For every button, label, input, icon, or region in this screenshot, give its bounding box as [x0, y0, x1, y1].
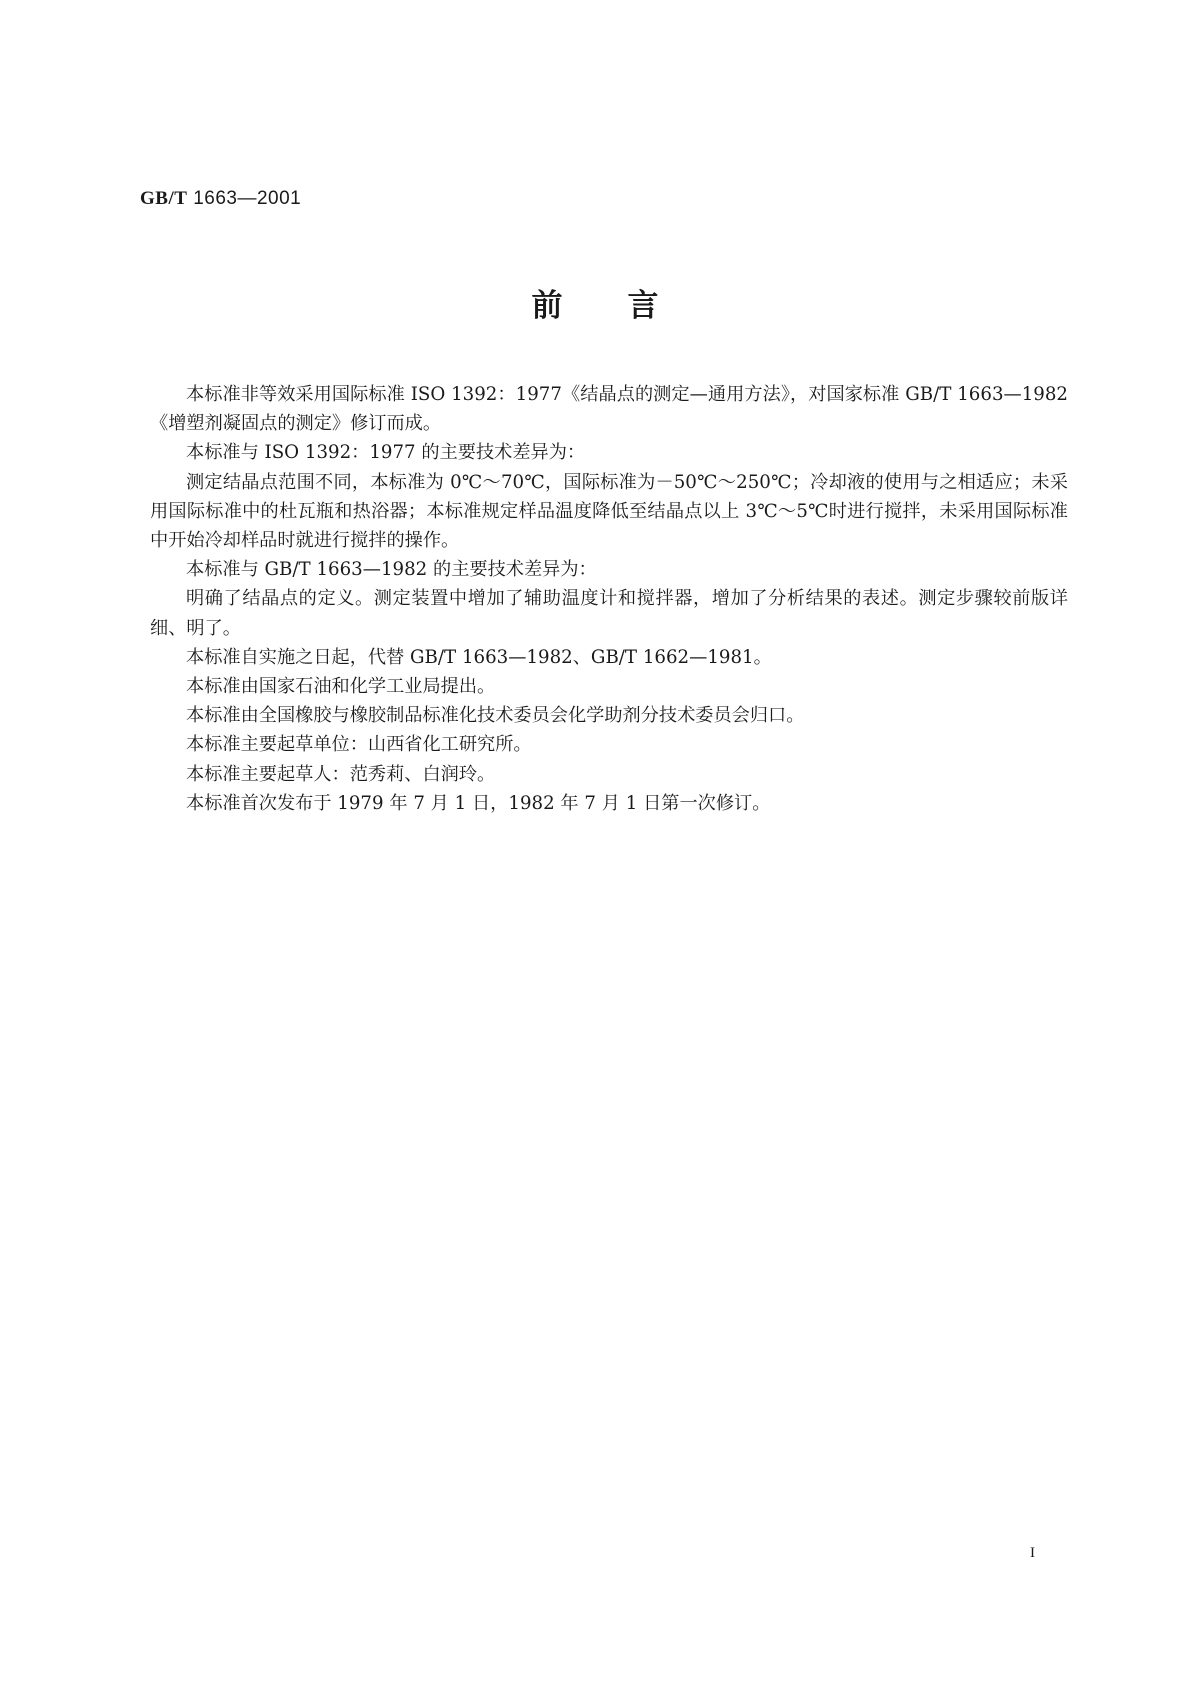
paragraph: 本标准首次发布于 1979 年 7 月 1 日，1982 年 7 月 1 日第一次修订。: [186, 792, 771, 814]
paragraph: 测定结晶点范围不同，本标准为 0℃～70℃，国际标准为－50℃～250℃；冷却液的使用与之相适应；未采用国际标准中的杜瓦瓶和热浴器；本标准规定样品温度降低至结晶点以上 3℃～5℃时进行搅拌，未采用国际标准中开始冷却样品时就进行搅拌的操作。: [150, 471, 1068, 552]
page-number: I: [1030, 1545, 1035, 1561]
paragraph: 本标准自实施之日起，代替 GB/T 1663—1982、GB/T 1662—1981。: [186, 646, 772, 668]
paragraph: 本标准主要起草单位：山西省化工研究所。: [186, 734, 532, 756]
foreword-body: [150, 380, 1068, 818]
paragraph: 本标准由全国橡胶与橡胶制品标准化技术委员会化学助剂分技术委员会归口。: [186, 705, 805, 727]
paragraph: 明确了结晶点的定义。测定装置中增加了辅助温度计和搅拌器，增加了分析结果的表述。测定步骤较前版详细、明了。: [150, 588, 1068, 639]
paragraph: 本标准由国家石油和化学工业局提出。: [186, 676, 496, 698]
standard-code-number: 1663—2001: [193, 188, 302, 209]
paragraph: 本标准与 GB/T 1663—1982 的主要技术差异为：: [186, 559, 597, 581]
standard-code-prefix: GB/T: [140, 188, 188, 209]
standard-code-header: [140, 188, 301, 210]
paragraph: 本标准与 ISO 1392：1977 的主要技术差异为：: [186, 442, 586, 464]
title-char-2: 言: [627, 288, 660, 324]
title-char-1: 前: [531, 288, 564, 324]
page-title: [0, 280, 1191, 325]
paragraph: 本标准主要起草人：范秀莉、白润玲。: [186, 763, 496, 785]
paragraph: 本标准非等效采用国际标准 ISO 1392：1977《结晶点的测定—通用方法》，对国家标准 GB/T 1663—1982《增塑剂凝固点的测定》修订而成。: [150, 384, 1068, 435]
